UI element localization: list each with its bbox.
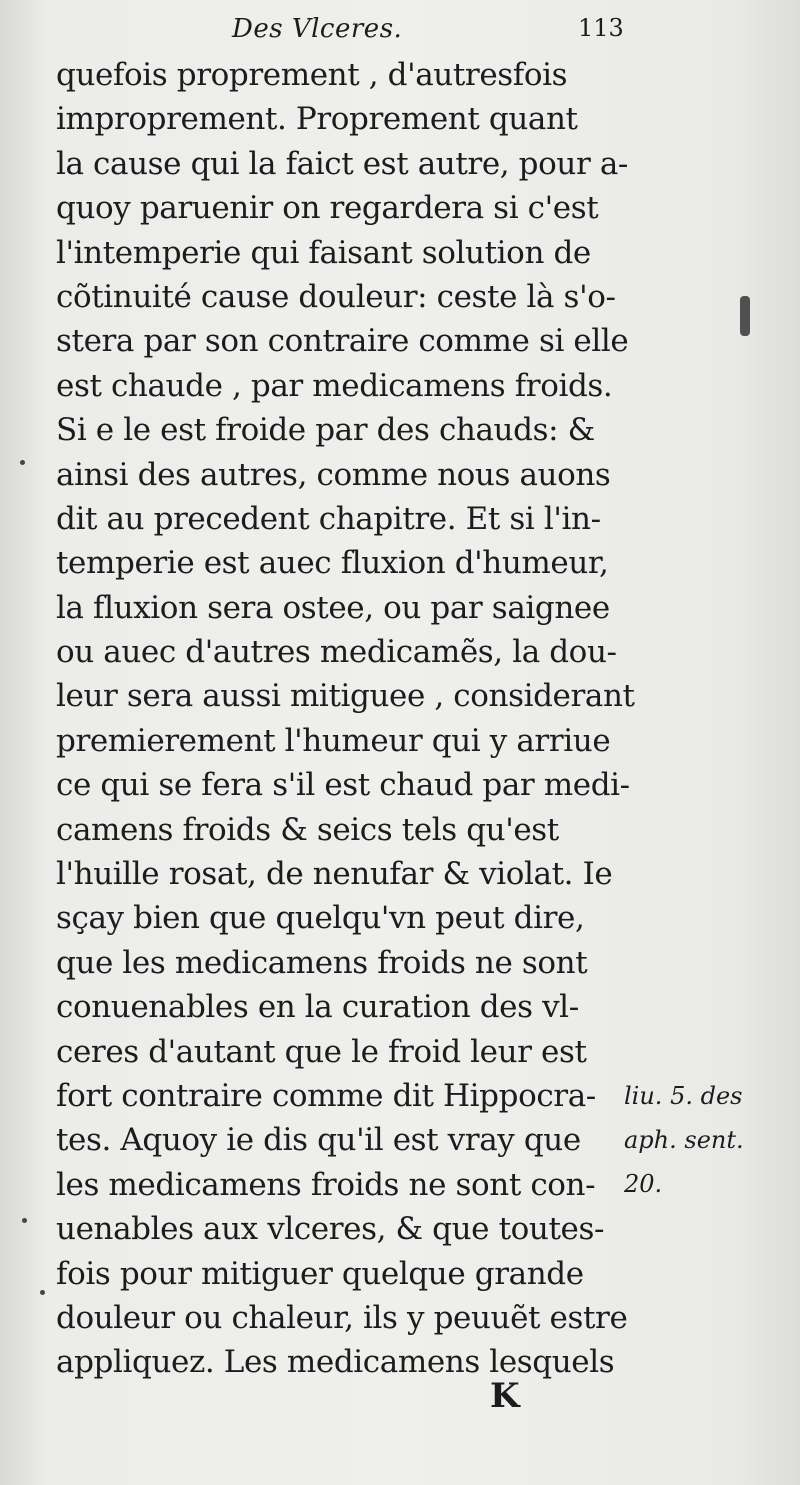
ink-blot-decoration xyxy=(740,296,750,336)
text-line: temperie est auec fluxion d'humeur, xyxy=(56,545,609,582)
text-line: quefois proprement , d'autresfois xyxy=(56,57,568,93)
text-line: conuenables en la curation des vl- xyxy=(56,989,579,1026)
text-line: dit au precedent chapitre. Et si l'in- xyxy=(56,500,601,537)
body-text xyxy=(56,53,636,1385)
text-line: uenables aux vlceres, & que toutes- xyxy=(56,1211,605,1248)
page-header xyxy=(0,6,800,50)
text-line: ou auec d'autres medicamẽs, la dou- xyxy=(56,634,617,671)
text-line: camens froids & seics tels qu'est xyxy=(56,811,559,848)
text-line: Si e le est froide par des chauds: & xyxy=(56,412,595,449)
text-line: fois pour mitiguer quelque grande xyxy=(56,1255,584,1292)
text-line: que les medicamens froids ne sont xyxy=(56,944,588,981)
text-line: ce qui se fera s'il est chaud par medi- xyxy=(56,767,630,804)
signature-mark: K xyxy=(490,1376,520,1416)
text-line: la fluxion sera ostee, ou par saignee xyxy=(56,589,610,626)
marginal-citation xyxy=(624,1074,800,1206)
text-line: ceres d'autant que le froid leur est xyxy=(56,1033,587,1070)
text-line: appliquez. Les medicamens lesquels xyxy=(56,1344,615,1381)
text-line: ainsi des autres, comme nous auons xyxy=(56,456,611,493)
text-line: quoy paruenir on regardera si c'est xyxy=(56,190,599,227)
speck-decoration xyxy=(40,1290,45,1295)
text-line: les medicamens froids ne sont con- xyxy=(56,1166,596,1203)
text-line: fort contraire comme dit Hippocra- xyxy=(56,1077,596,1114)
page-number: 113 xyxy=(578,14,624,42)
margin-note-line: 20. xyxy=(624,1170,663,1198)
text-line: sçay bien que quelqu'vn peut dire, xyxy=(56,900,585,937)
speck-decoration xyxy=(22,1218,27,1223)
text-line: premierement l'humeur qui y arriue xyxy=(56,722,611,759)
text-line: cõtinuité cause douleur: ceste là s'o- xyxy=(56,278,616,315)
margin-note-line: liu. 5. des xyxy=(624,1082,743,1110)
text-line: l'intemperie qui faisant solution de xyxy=(56,234,591,271)
text-line: la cause qui la faict est autre, pour a- xyxy=(56,145,628,182)
text-line: improprement. Proprement quant xyxy=(56,101,578,138)
text-line: tes. Aquoy ie dis qu'il est vray que xyxy=(56,1122,581,1159)
text-line: est chaude , par medicamens froids. xyxy=(56,367,613,404)
speck-decoration xyxy=(20,460,25,465)
running-title: Des Vlceres. xyxy=(232,14,403,44)
text-line: l'huille rosat, de nenufar & violat. Ie xyxy=(56,856,613,893)
text-line: douleur ou chaleur, ils y peuuẽt estre xyxy=(56,1299,628,1336)
text-line: leur sera aussi mitiguee , considerant xyxy=(56,678,635,715)
margin-note-line: aph. sent. xyxy=(624,1126,744,1154)
text-line: stera par son contraire comme si elle xyxy=(56,323,629,360)
